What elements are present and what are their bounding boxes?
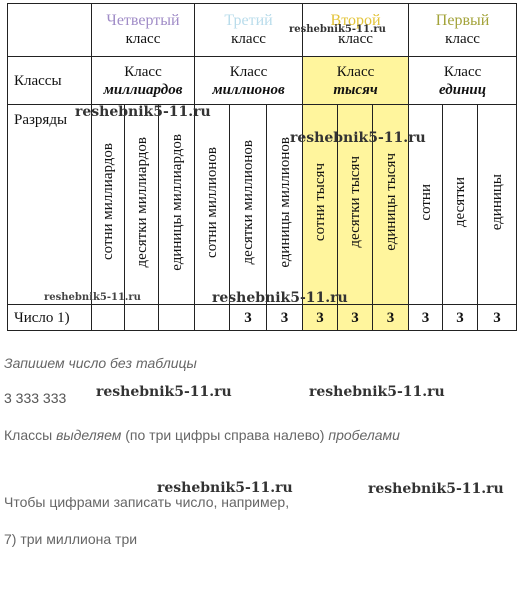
watermark: reshebnik5-11.ru bbox=[96, 384, 232, 400]
note-line: 7) три миллиона три bbox=[4, 531, 138, 547]
note-line: Запишем число без таблицы bbox=[4, 355, 197, 371]
digit-cell: 3 bbox=[373, 305, 409, 331]
watermark: reshebnik5-11.ru bbox=[290, 130, 426, 146]
corner-cell bbox=[8, 4, 92, 57]
class-thousands: Класс тысяч bbox=[303, 57, 409, 105]
number-row bbox=[8, 305, 517, 331]
place-cell: единицы bbox=[478, 105, 517, 305]
place-cell: десятки миллионов bbox=[230, 105, 267, 305]
digit-cell: 3 bbox=[303, 305, 338, 331]
place-cell: десятки миллиардов bbox=[125, 105, 159, 305]
watermark: reshebnik5-11.ru bbox=[75, 104, 211, 120]
class-4-header: Четвертый класс bbox=[92, 4, 195, 57]
class-units: Класс единиц bbox=[409, 57, 517, 105]
place-cell: единицы миллиардов bbox=[159, 105, 195, 305]
digit-cell: 3 bbox=[478, 305, 517, 331]
class-number-row bbox=[8, 4, 517, 57]
watermark: reshebnik5-11.ru bbox=[368, 481, 504, 497]
place-cell: десятки bbox=[443, 105, 478, 305]
digit-place-row bbox=[8, 105, 517, 305]
class-1-header: Первый класс bbox=[409, 4, 517, 57]
digit-cell bbox=[159, 305, 195, 331]
note-line: Чтобы цифрами записать число, например, bbox=[4, 494, 290, 510]
digit-cell: 3 bbox=[267, 305, 303, 331]
digit-cell: 3 bbox=[338, 305, 373, 331]
places-label: Разряды bbox=[8, 105, 92, 305]
place-cell: сотни миллионов bbox=[195, 105, 230, 305]
digit-cell bbox=[92, 305, 125, 331]
watermark: reshebnik5-11.ru bbox=[157, 480, 293, 496]
number-written: 3 333 333 bbox=[4, 390, 67, 406]
class-3-header: Третий класс bbox=[195, 4, 303, 57]
note-line: Классы выделяем (по три цифры справа налево) пробелами bbox=[4, 427, 400, 443]
digit-cell bbox=[195, 305, 230, 331]
digit-cell bbox=[125, 305, 159, 331]
place-cell: десятки тысяч bbox=[338, 105, 373, 305]
class-millions: Класс миллионов bbox=[195, 57, 303, 105]
class-name-row bbox=[8, 57, 517, 105]
digit-cell: 3 bbox=[409, 305, 443, 331]
classes-label: Классы bbox=[8, 57, 92, 105]
digit-cell: 3 bbox=[230, 305, 267, 331]
place-value-table bbox=[7, 3, 517, 331]
class-2-header: Второй класс bbox=[303, 4, 409, 57]
watermark: reshebnik5-11.ru bbox=[289, 24, 386, 35]
place-cell: единицы тысяч bbox=[373, 105, 409, 305]
watermark: reshebnik5-11.ru bbox=[212, 290, 348, 306]
place-cell: единицы миллионов bbox=[267, 105, 303, 305]
place-cell: сотни тысяч bbox=[303, 105, 338, 305]
digit-cell: 3 bbox=[443, 305, 478, 331]
watermark: reshebnik5-11.ru bbox=[44, 292, 141, 303]
class-billions: Класс миллиардов bbox=[92, 57, 195, 105]
place-cell: сотни миллиардов bbox=[92, 105, 125, 305]
number-label: Число 1) bbox=[8, 305, 92, 331]
place-cell: сотни bbox=[409, 105, 443, 305]
watermark: reshebnik5-11.ru bbox=[309, 384, 445, 400]
